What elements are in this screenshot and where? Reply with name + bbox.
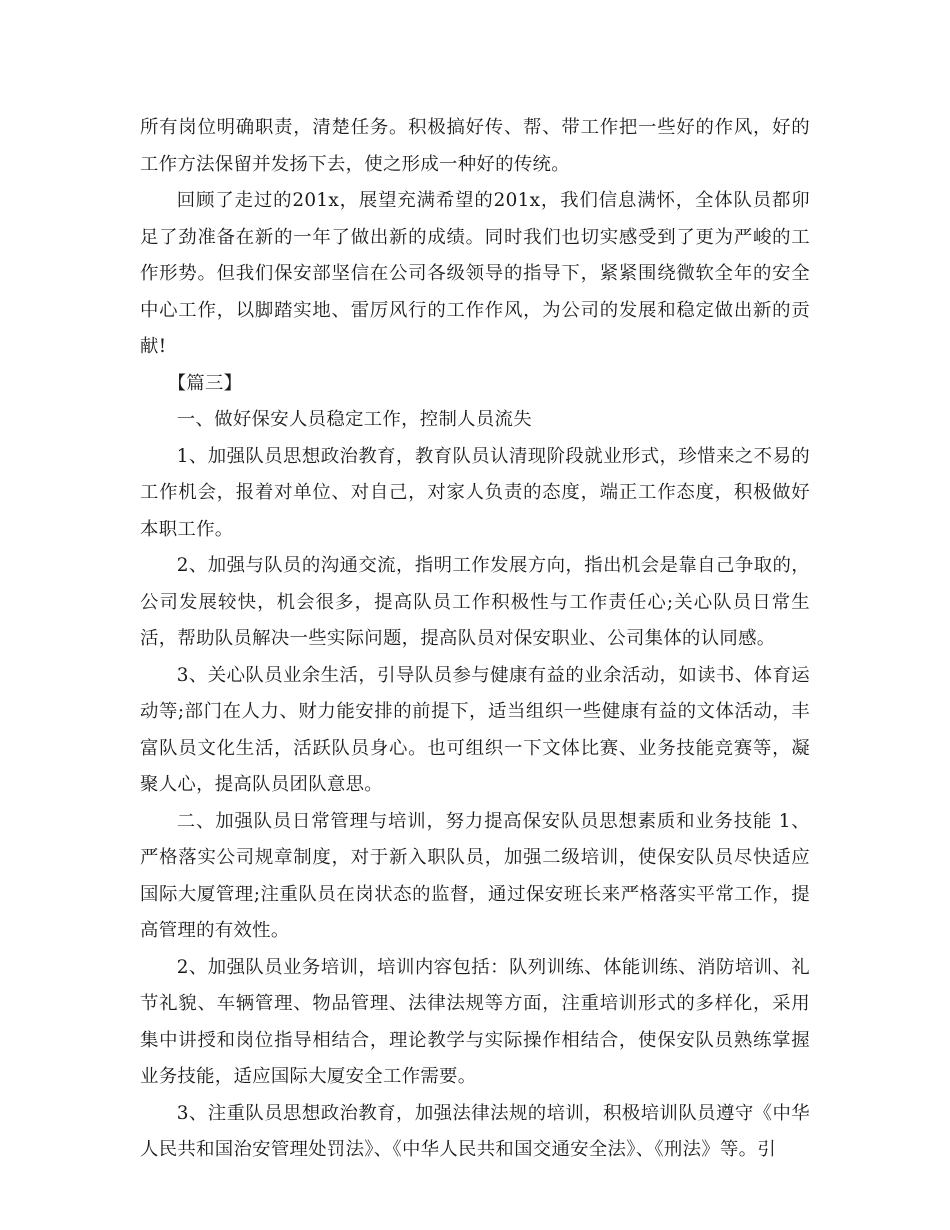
- paragraph-item-3: 3、关心队员业余生活，引导队员参与健康有益的业余活动，如读书、体育运动等;部门在人力、财力能安排的前提下，适当组织一些健康有益的文体活动，丰富队员文化生活，活跃队员身心。也可组织一下文体比赛、业务技能竞赛等，凝聚人心，提高队员团队意思。: [140, 664, 810, 795]
- paragraph-continuation: 所有岗位明确职责，清楚任务。积极搞好传、帮、带工作把一些好的作风，好的工作方法保留并发扬下去，使之形成一种好的传统。: [140, 117, 810, 175]
- paragraph-item-2: 2、加强与队员的沟通交流，指明工作发展方向，指出机会是靠自己争取的，公司发展较快，机会很多，提高队员工作积极性与工作责任心;关心队员日常生活，帮助队员解决一些实际问题，提高队员对保安职业、公司集体的认同感。: [140, 555, 810, 649]
- subheading-two: 二、加强队员日常管理与培训，努力提高保安队员思想素质和业务技能 1、严格落实公司规章制度，对于新入职队员，加强二级培训，使保安队员尽快适应国际大厦管理;注重队员在岗状态的监督，通过保安班长来严格落实平常工作，提高管理的有效性。: [140, 810, 810, 941]
- paragraph-item-1: 1、加强队员思想政治教育，教育队员认清现阶段就业形式，珍惜来之不易的工作机会，报着对单位、对自己，对家人负责的态度，端正工作态度，积极做好本职工作。: [140, 445, 810, 540]
- paragraph-training: 2、加强队员业务培训，培训内容包括：队列训练、体能训练、消防培训、礼节礼貌、车辆管理、物品管理、法律法规等方面，注重培训形式的多样化，采用集中讲授和岗位指导相结合，理论教学与实际操作相结合，使保安队员熟练掌握业务技能，适应国际大厦安全工作需要。: [140, 956, 810, 1087]
- paragraph-education: 3、注重队员思想政治教育，加强法律法规的培训，积极培训队员遵守《中华人民共和国治安管理处罚法》、《中华人民共和国交通安全法》、《刑法》等。引: [140, 1102, 810, 1160]
- subheading-one: 一、做好保安人员稳定工作，控制人员流失: [176, 409, 532, 430]
- document-body: [140, 110, 810, 1169]
- paragraph-review: 回顾了走过的201x，展望充满希望的201x，我们信息满怀，全体队员都卯足了劲准备在新的一年了做出新的成绩。同时我们也切实感受到了更为严峻的工作形势。但我们保安部坚信在公司各级领导的指导下，紧紧围绕微软全年的安全中心工作，以脚踏实地、雷厉风行的工作作风，为公司的发展和稳定做出新的贡献!: [140, 190, 810, 357]
- section-heading: 【篇三】: [167, 372, 243, 394]
